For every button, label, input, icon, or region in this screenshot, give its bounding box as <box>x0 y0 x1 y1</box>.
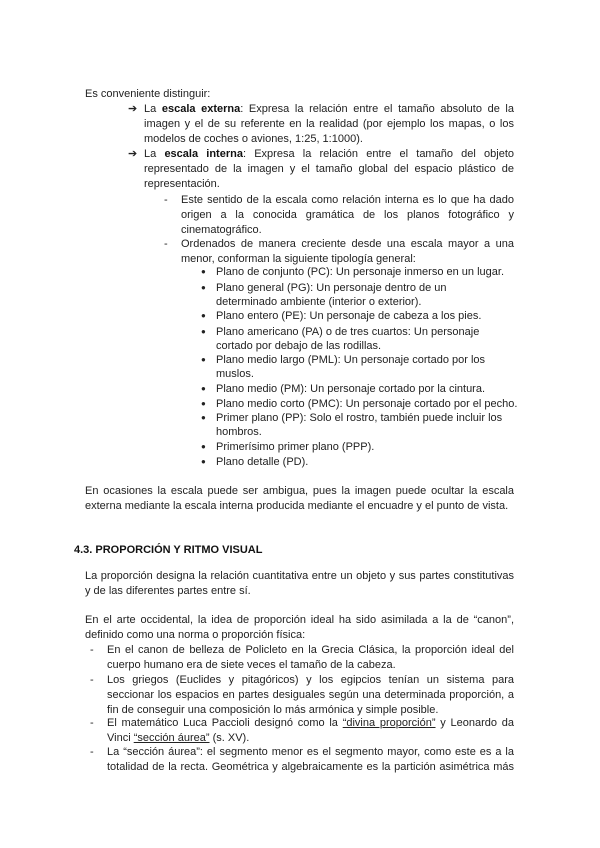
divina-proporcion-term: “divina proporción” <box>342 717 436 729</box>
dash-marker: - <box>90 717 94 729</box>
dash2-line2: menor, conforman la siguiente tipología general: <box>181 253 416 265</box>
arrow2-line1: La escala interna: Expresa la relación entre el tamaño del objeto <box>144 148 514 160</box>
dash1-line3: cinematográfico. <box>181 224 262 236</box>
item1-line2: cuerpo humano era de siete veces el tamaño de la cabeza. <box>107 659 396 671</box>
arrow1-line1: La escala externa: Expresa la relación entre el tamaño absoluto de la <box>144 103 514 115</box>
bullet-icon: ● <box>201 384 206 393</box>
seccion-aurea-term: “sección áurea” <box>133 732 210 744</box>
bullet-line: Primer plano (PP): Solo el rostro, también puede incluir los <box>216 412 503 424</box>
intro-text: Es conveniente distinguir: <box>85 88 211 100</box>
para-proporcion-line2: y de las diferentes partes entre sí. <box>85 585 251 597</box>
bullet-icon: ● <box>201 267 206 276</box>
item4-line2: totalidad de la recta. Geométrica y algebraicamente es la partición asimétrica más <box>107 761 514 773</box>
para-ambigua-line2: externa mediante la escala interna producida mediante el encuadre y el punto de vista. <box>85 500 509 512</box>
bullet-line: Plano americano (PA) o de tres cuartos: Un personaje <box>216 326 480 338</box>
bullet-line: Primerísimo primer plano (PPP). <box>216 441 375 453</box>
para-proporcion-line1: La proporción designa la relación cuantitativa entre un objeto y sus partes constitutivas <box>85 570 514 582</box>
para-canon-line1: En el arte occidental, la idea de proporción ideal ha sido asimilada a la de “canon”, <box>85 614 514 626</box>
dash-marker: - <box>164 238 168 250</box>
item3-line1: El matemático Luca Paccioli designó como la “divina proporción” y Leonardo da <box>107 717 515 729</box>
bullet-line: muslos. <box>216 368 254 380</box>
item3-line2: Vinci “sección áurea” (s. XV). <box>107 732 250 744</box>
bullet-line: determinado ambiente (interior o exterior). <box>216 296 422 308</box>
bullet-line: hombros. <box>216 426 262 438</box>
bullet-line: Plano de conjunto (PC): Un personaje inmerso en un lugar. <box>216 266 505 278</box>
bullet-line: Plano medio (PM): Un personaje cortado por la cintura. <box>216 383 486 395</box>
bullet-line: Plano detalle (PD). <box>216 456 309 468</box>
dash-marker: - <box>90 746 94 758</box>
bullet-icon: ● <box>201 413 206 422</box>
bullet-icon: ● <box>201 442 206 451</box>
arrow1-line2: imagen y el de su referente en la realidad (por ejemplo los mapas, o los <box>144 118 514 130</box>
para-canon-line2: definido como una norma o proporción física: <box>85 629 306 641</box>
item2-line2: seccionar los espacios en partes desiguales según una determinada proporción, a <box>107 689 514 701</box>
section-heading: 4.3. PROPORCIÓN Y RITMO VISUAL <box>74 544 263 556</box>
dash2-line1: Ordenados de manera creciente desde una escala mayor a una <box>181 238 514 250</box>
bullet-icon: ● <box>201 327 206 336</box>
item4-line1: La “sección áurea”: el segmento menor es el segmento mayor, como este es a la <box>107 746 514 758</box>
dash-marker: - <box>90 644 94 656</box>
item1-line1: En el canon de belleza de Policleto en la Grecia Clásica, la proporción ideal del <box>107 644 514 656</box>
dash1-line2: origen a la conocida gramática de los planos fotográfico y <box>181 209 514 221</box>
arrow1-line3: modelos de coches o aviones, 1:25, 1:1000). <box>144 133 363 145</box>
bullet-icon: ● <box>201 457 206 466</box>
bullet-icon: ● <box>201 355 206 364</box>
bullet-icon: ● <box>201 399 206 408</box>
para-ambigua-line1: En ocasiones la escala puede ser ambigua, pues la imagen puede ocultar la escala <box>85 485 514 497</box>
bullet-line: Plano entero (PE): Un personaje de cabeza a los pies. <box>216 310 482 322</box>
item2-line3: fin de conseguir una composición lo más armónica y simple posible. <box>107 704 439 716</box>
item2-line1: Los griegos (Euclides y pitagóricos) y los egipcios tenían un sistema para <box>107 674 514 686</box>
bullet-line: Plano medio largo (PML): Un personaje cortado por los <box>216 354 486 366</box>
bullet-line: cortado por debajo de las rodillas. <box>216 340 382 352</box>
dash-marker: - <box>164 194 168 206</box>
bullet-icon: ● <box>201 311 206 320</box>
arrow2-line2: representado de la imagen y el tamaño global del espacio plástico de <box>144 163 514 175</box>
bullet-line: Plano general (PG): Un personaje dentro de un <box>216 282 447 294</box>
dash1-line1: Este sentido de la escala como relación interna es lo que ha dado <box>181 194 514 206</box>
arrow-icon: ➔ <box>128 148 138 160</box>
arrow2-line3: representación. <box>144 178 220 190</box>
dash-marker: - <box>90 674 94 686</box>
bullet-line: Plano medio corto (PMC): Un personaje cortado por el pecho. <box>216 398 518 410</box>
bullet-icon: ● <box>201 283 206 292</box>
arrow-icon: ➔ <box>128 103 138 115</box>
